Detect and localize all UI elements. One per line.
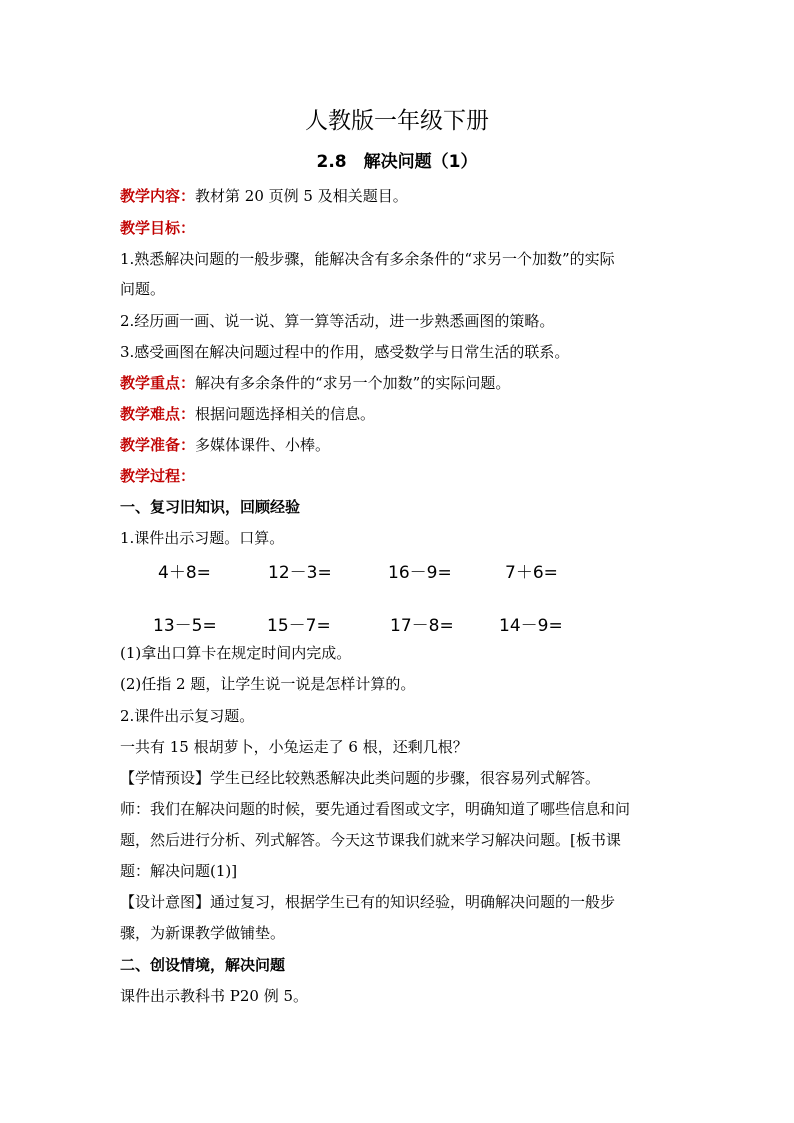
key-text: 解决有多余条件的“求另一个加数”的实际问题。 — [195, 374, 511, 392]
calc-item: 17－8= — [390, 616, 454, 636]
content-row — [120, 186, 680, 206]
design-line-1: 【设计意图】通过复习，根据学生已有的知识经验，明确解决问题的一般步 — [120, 893, 616, 911]
calc-item: 14－9= — [499, 616, 563, 636]
goal-1-line-2: 问题。 — [120, 280, 166, 298]
difficulty-label: 教学难点： — [120, 405, 196, 423]
calc-item: 13－5= — [153, 616, 217, 636]
note-1: (1)拿出口算卡在规定时间内完成。 — [120, 644, 352, 662]
goal-1-line-1: 1.熟悉解决问题的一般步骤，能解决含有多余条件的“求另一个加数”的实际 — [120, 250, 615, 268]
prep-label: 教学准备： — [120, 436, 196, 454]
design-line-2: 骤，为新课教学做铺垫。 — [120, 924, 286, 942]
item-2: 2.课件出示复习题。 — [120, 707, 255, 725]
process-label: 教学过程： — [120, 467, 196, 485]
prep-row — [120, 435, 680, 455]
problem-text: 一共有 15 根胡萝卜，小兔运走了 6 根，还剩几根？ — [120, 738, 468, 756]
difficulty-row — [120, 404, 680, 424]
teacher-line-1: 师：我们在解决问题的时候，要先通过看图或文字，明确知道了哪些信息和问 — [120, 800, 631, 818]
calc-item: 12－3= — [268, 563, 332, 583]
content-label: 教学内容： — [120, 187, 196, 205]
goal-3: 3.感受画图在解决问题过程中的作用，感受数学与日常生活的联系。 — [120, 343, 570, 361]
goals-label: 教学目标： — [120, 219, 196, 237]
note-2: (2)任指 2 题，让学生说一说是怎样计算的。 — [120, 675, 416, 693]
key-row — [120, 373, 680, 393]
section-1-heading: 一、复习旧知识，回顾经验 — [120, 498, 301, 516]
goal-2: 2.经历画一画、说一说、算一算等活动，进一步熟悉画图的策略。 — [120, 312, 555, 330]
calc-item: 15－7= — [267, 616, 331, 636]
preview-text: 【学情预设】学生已经比较熟悉解决此类问题的步骤，很容易列式解答。 — [120, 769, 601, 787]
item-1: 1.课件出示习题。口算。 — [120, 529, 285, 547]
content-text: 教材第 20 页例 5 及相关题目。 — [195, 187, 408, 205]
document-title: 人教版一年级下册 — [305, 108, 489, 134]
prep-text: 多媒体课件、小棒。 — [195, 436, 331, 454]
difficulty-text: 根据问题选择相关的信息。 — [195, 405, 376, 423]
key-label: 教学重点： — [120, 374, 196, 392]
calc-item: 16－9= — [388, 563, 452, 583]
calc-item: 4＋8= — [158, 563, 211, 583]
teacher-line-3: 题：解决问题(1)] — [120, 862, 238, 880]
teacher-line-2: 题，然后进行分析、列式解答。今天这节课我们就来学习解决问题。[板书课 — [120, 831, 621, 849]
section-2-heading: 二、创设情境，解决问题 — [120, 956, 286, 974]
calc-item: 7＋6= — [505, 563, 558, 583]
item-3: 课件出示教科书 P20 例 5。 — [120, 987, 309, 1005]
lesson-title: 2.8 解决问题（1） — [316, 152, 478, 172]
